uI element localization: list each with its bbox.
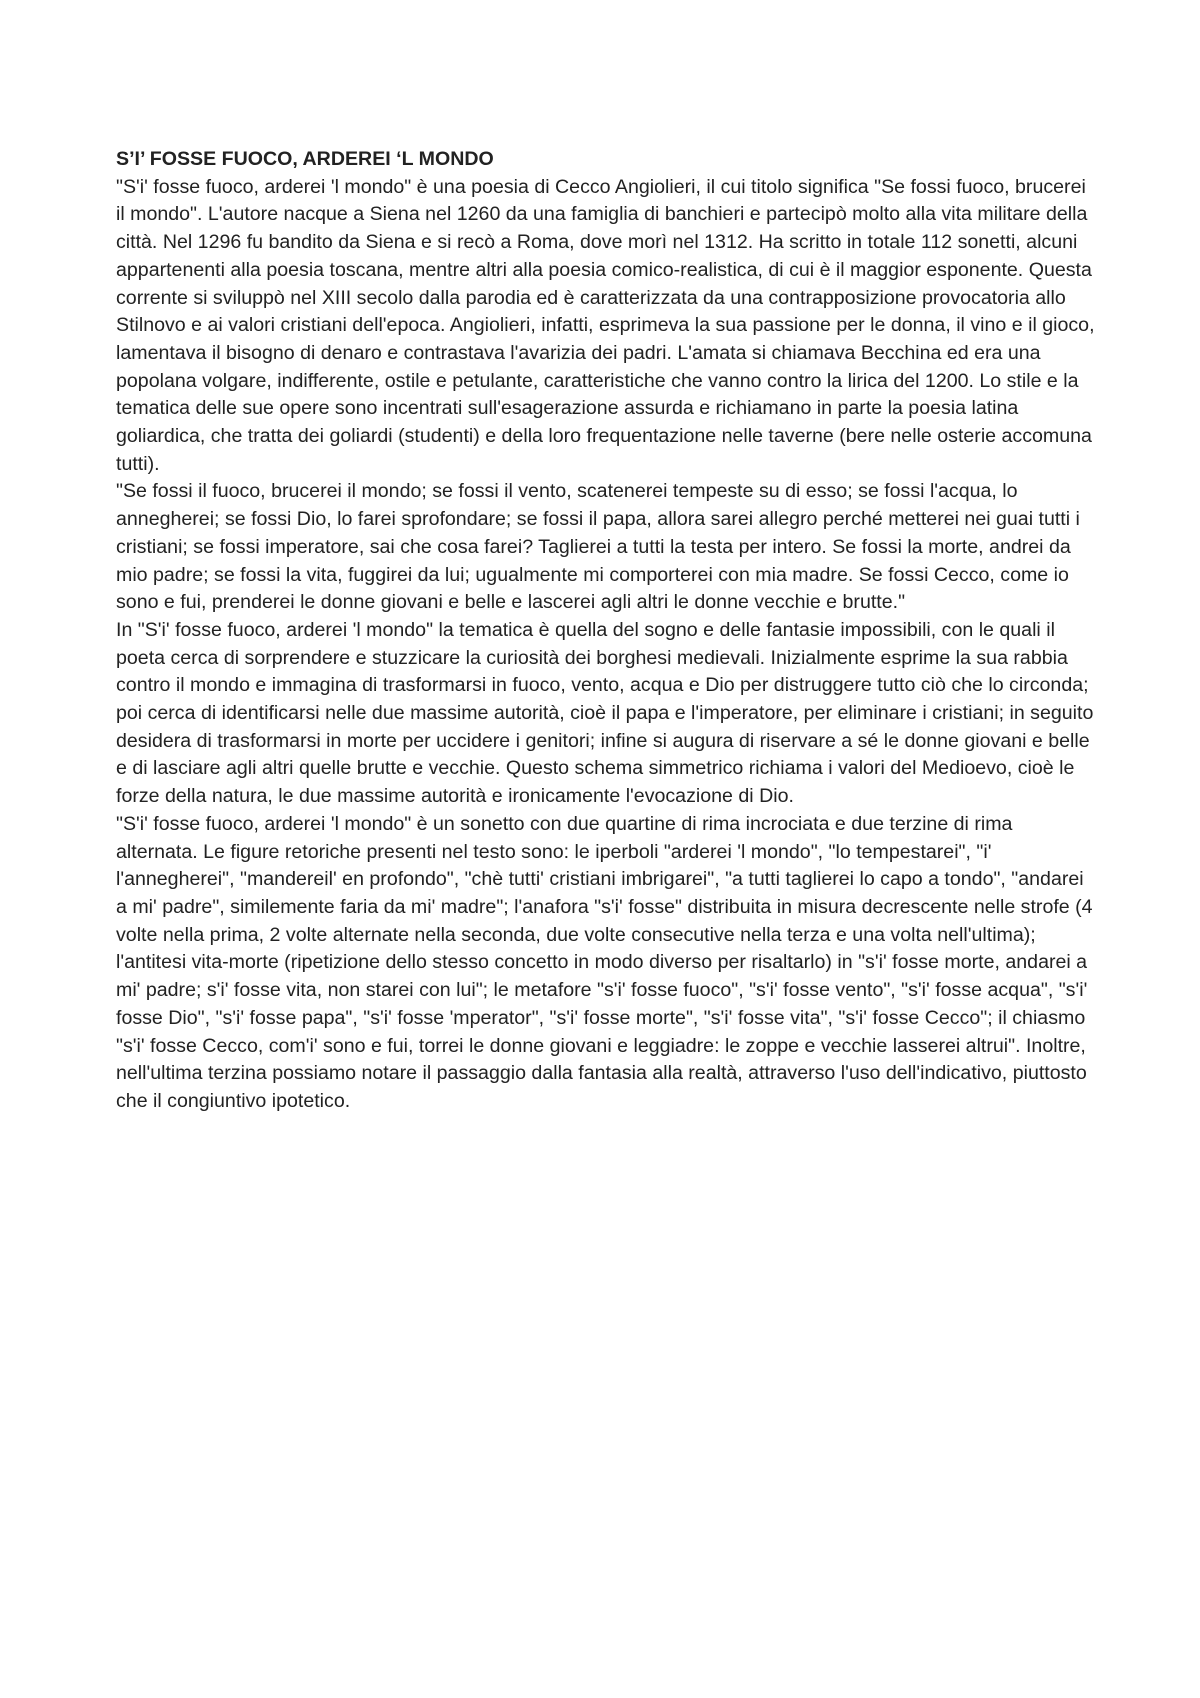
paragraph-rhetoric: "S'i' fosse fuoco, arderei 'l mondo" è un sonetto con due quartine di rima incrociata e due terzine di rima alternata. Le figure retoriche presenti nel testo sono: le iperboli "arderei 'l mondo", "lo tempestarei", "i' l'annegherei", "mandereil' en profondo", "chè tutti' cristiani imbrigarei", "a tutti taglierei lo capo a tondo", "andarei a mi' padre", similemente faria da mi' madre"; l'anafora "s'i' fosse" distribuita in misura decrescente nelle strofe (4 volte nella prima, 2 volte alternate nella seconda, due volte consecutive nella terza e una volta nell'ultima); l'antitesi vita-morte (ripetizione dello stesso concetto in modo diverso per risaltarlo) in "s'i' fosse morte, andarei a mi' padre; s'i' fosse vita, non starei con lui"; le metafore "s'i' fosse fuoco", "s'i' fosse vento", "s'i' fosse acqua", "s'i' fosse Dio", "s'i' fosse papa", "s'i' fosse 'mperator", "s'i' fosse morte", "s'i' fosse vita", "s'i' fosse Cecco"; il chiasmo "s'i' fosse Cecco, com'i' sono e fui, torrei le donne giovani e leggiadre: le zoppe e vecchie lasserei altrui". Inoltre, nell'ultima terzina possiamo notare il passaggio dalla fantasia alla realtà, attraverso l'uso dell'indicativo, piuttosto che il congiuntivo ipotetico. <box>116 812 1093 1112</box>
document-title: S’I’ FOSSE FUOCO, ARDEREI ‘L MONDO <box>116 148 494 170</box>
document-page <box>116 146 1096 1116</box>
paragraph-paraphrase: "Se fossi il fuoco, brucerei il mondo; se fossi il vento, scatenerei tempeste su di esso; se fossi l'acqua, lo annegherei; se fossi Dio, lo farei sprofondare; se fossi il papa, allora sarei allegro perché metterei nei guai tutti i cristiani; se fossi imperatore, sai che cosa farei? Taglierei a tutti la testa per intero. Se fossi la morte, andrei da mio padre; se fossi la vita, fuggirei da lui; ugualmente mi comporterei con mia madre. Se fossi Cecco, come io sono e fui, prenderei le donne giovani e belle e lascerei agli altri le donne vecchie e brutte." <box>116 480 1080 614</box>
paragraph-biography: "S'i' fosse fuoco, arderei 'l mondo" è una poesia di Cecco Angiolieri, il cui titolo significa "Se fossi fuoco, brucerei il mondo". L'autore nacque a Siena nel 1260 da una famiglia di banchieri e partecipò molto alla vita militare della città. Nel 1296 fu bandito da Siena e si recò a Roma, dove morì nel 1312. Ha scritto in totale 112 sonetti, alcuni appartenenti alla poesia toscana, mentre altri alla poesia comico-realistica, di cui è il maggior esponente. Questa corrente si sviluppò nel XIII secolo dalla parodia ed è caratterizzata da una contrapposizione provocatoria allo Stilnovo e ai valori cristiani dell'epoca. Angiolieri, infatti, esprimeva la sua passione per le donna, il vino e il gioco, lamentava il bisogno di denaro e contrastava l'avarizia dei padri. L'amata si chiamava Becchina ed era una popolana volgare, indifferente, ostile e petulante, caratteristiche che vanno contro la lirica del 1200. Lo stile e la tematica delle sue opere sono incentrati sull'esagerazione assurda e richiamano in parte la poesia latina goliardica, che tratta dei goliardi (studenti) e della loro frequentazione nelle taverne (bere nelle osterie accomuna tutti). <box>116 175 1095 475</box>
paragraph-theme: In "S'i' fosse fuoco, arderei 'l mondo" la tematica è quella del sogno e delle fantasie impossibili, con le quali il poeta cerca di sorprendere e stuzzicare la curiosità dei borghesi medievali. Inizialmente esprime la sua rabbia contro il mondo e immagina di trasformarsi in fuoco, vento, acqua e Dio per distruggere tutto ciò che lo circonda; poi cerca di identificarsi nelle due massime autorità, cioè il papa e l'imperatore, per eliminare i cristiani; in seguito desidera di trasformarsi in morte per uccidere i genitori; infine si augura di riservare a sé le donne giovani e belle e di lasciare agli altri quelle brutte e vecchie. Questo schema simmetrico richiama i valori del Medioevo, cioè le forze della natura, le due massime autorità e ironicamente l'evocazione di Dio. <box>116 618 1094 808</box>
